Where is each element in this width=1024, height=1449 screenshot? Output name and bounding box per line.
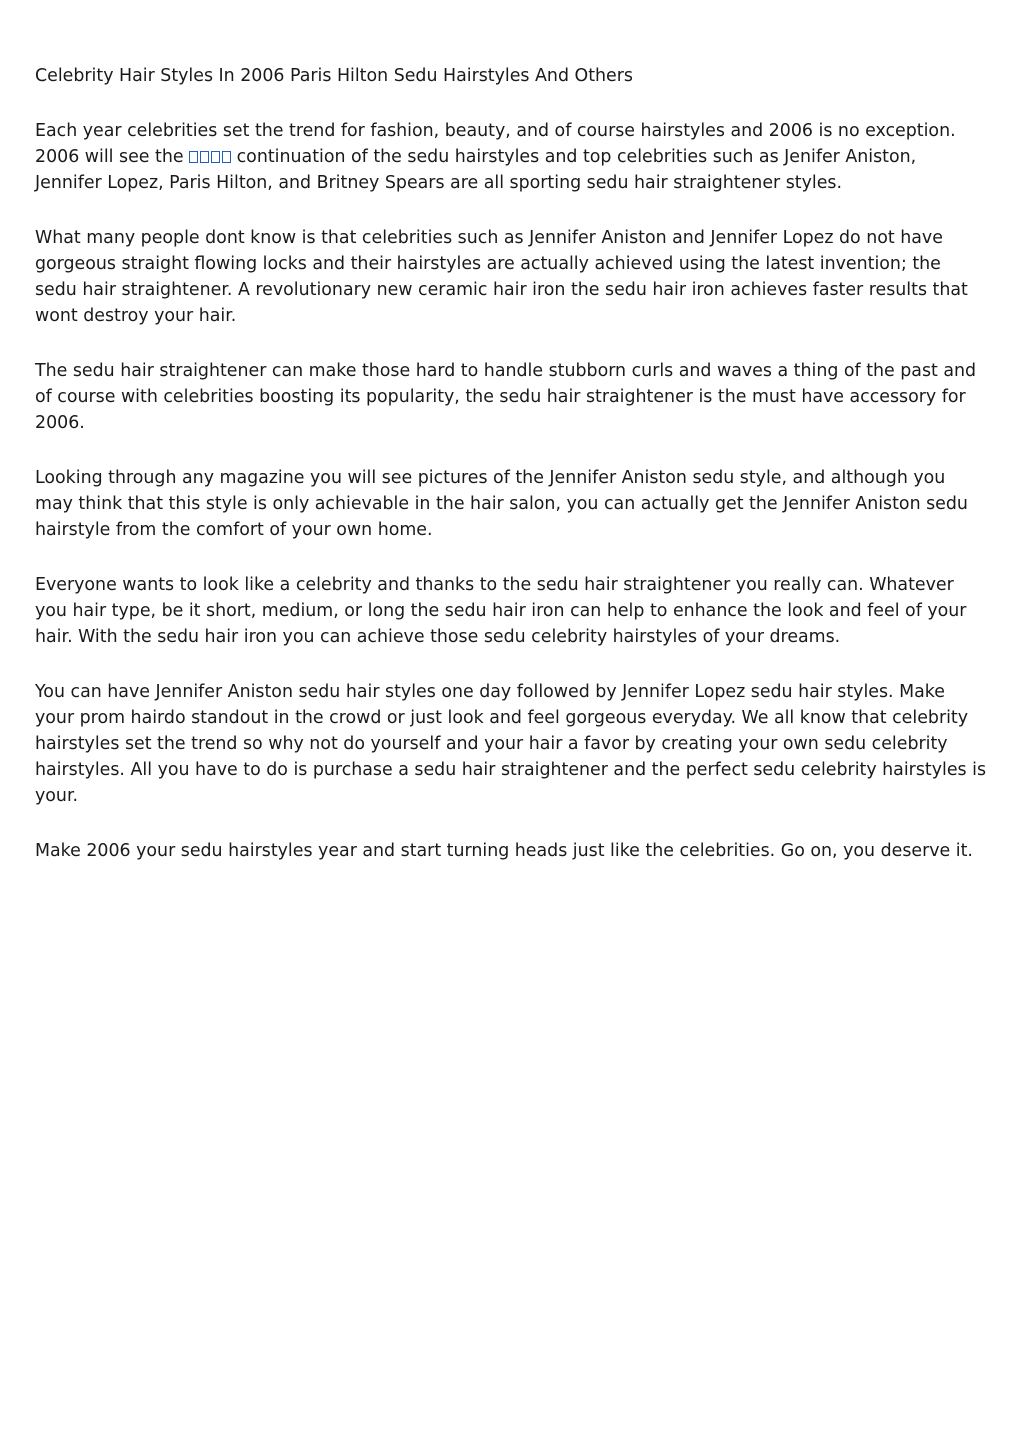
- missing-glyph-icon: [222, 151, 231, 163]
- missing-glyph-icon: [211, 151, 220, 163]
- paragraph-6: You can have Jennifer Aniston sedu hair styles one day followed by Jennifer Lopez sedu hair styles. Make your prom hairdo standout in the crowd or just look and feel gorgeous everyday. We all know that celebrity hairstyles set the trend so why not do yourself and your hair a favor by creating your own sedu celebrity hairstyles. All you have to do is purchase a sedu hair straightener and the perfect sedu celebrity hairstyles is your.: [35, 682, 987, 806]
- paragraph-2: What many people dont know is that celebrities such as Jennifer Aniston and Jennifer Lopez do not have gorgeous straight flowing locks and their hairstyles are actually achieved using the latest invention; the sedu hair straightener. A revolutionary new ceramic hair iron the sedu hair iron achieves faster results that wont destroy your hair.: [35, 228, 968, 326]
- inline-link[interactable]: [189, 147, 231, 167]
- paragraph-3: The sedu hair straightener can make those hard to handle stubborn curls and waves a thing of the past and of course with celebrities boosting its popularity, the sedu hair straightener is the must have accessory for 2006.: [35, 361, 977, 433]
- missing-glyph-icon: [200, 151, 209, 163]
- paragraph-5: Everyone wants to look like a celebrity and thanks to the sedu hair straightener you really can. Whatever you hair type, be it short, medium, or long the sedu hair iron can help to enhance the look and feel of your hair. With the sedu hair iron you can achieve those sedu celebrity hairstyles of your dreams.: [35, 575, 967, 647]
- paragraph-1-text-after-link: continuation of the sedu hairstyles and top celebrities such as Jenifer Aniston, Jennifer Lopez, Paris Hilton, and Britney Spears are all sporting sedu hair straightener styles.: [35, 147, 917, 193]
- missing-glyph-icon: [189, 151, 198, 163]
- document-page: [35, 63, 987, 893]
- paragraph-7: Make 2006 your sedu hairstyles year and start turning heads just like the celebrities. Go on, you deserve it.: [35, 841, 973, 861]
- paragraph-1: [35, 118, 987, 196]
- paragraph-4: Looking through any magazine you will see pictures of the Jennifer Aniston sedu style, and although you may think that this style is only achievable in the hair salon, you can actually get the Jennifer Aniston sedu hairstyle from the comfort of your own home.: [35, 468, 968, 540]
- paragraph-1-text-before-link: Each year celebrities set the trend for fashion, beauty, and of course hairstyles and 2006 is no exception. 2006 will see the: [35, 121, 956, 167]
- document-title: Celebrity Hair Styles In 2006 Paris Hilton Sedu Hairstyles And Others: [35, 66, 633, 86]
